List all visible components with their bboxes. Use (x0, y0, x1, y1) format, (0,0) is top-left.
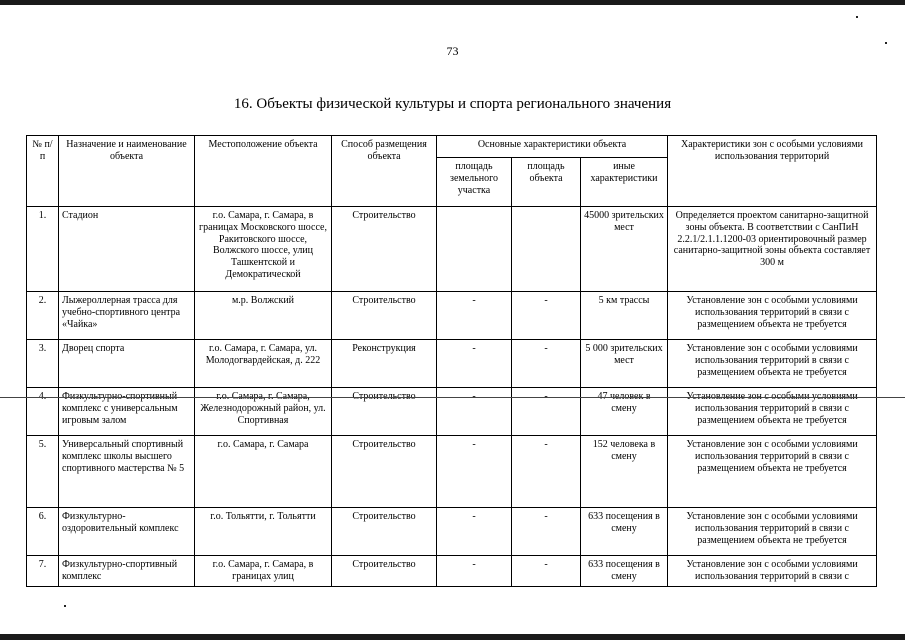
header-other: иные характеристики (581, 158, 668, 207)
cell-zones: Установление зон с особыми условиями использования территорий в связи с (668, 556, 877, 587)
cell-location: г.о. Самара, г. Самара (195, 436, 332, 508)
cell-location: г.о. Тольятти, г. Тольятти (195, 508, 332, 556)
scan-artifact-line (0, 397, 905, 398)
cell-area-object (512, 207, 581, 292)
cell-name: Универсальный спортивный комплекс школы высшего спортивного мастерства № 5 (59, 436, 195, 508)
cell-location: г.о. Самара, г. Самара, в границах Московского шоссе, Ракитовского шоссе, Волжского шоссе, улиц Ташкентской и Демократической (195, 207, 332, 292)
cell-area-land (437, 207, 512, 292)
cell-other: 5 000 зрительских мест (581, 340, 668, 388)
cell-name: Физкультурно-спортивный комплекс (59, 556, 195, 587)
cell-num: 1. (27, 207, 59, 292)
cell-area-land: - (437, 292, 512, 340)
header-area-land: площадь земельного участка (437, 158, 512, 207)
scan-speck (885, 42, 887, 44)
cell-area-object (512, 388, 581, 436)
cell-method: Строительство (332, 508, 437, 556)
scan-speck (856, 16, 858, 18)
cell-zones: Установление зон с особыми условиями использования территорий в связи с размещением объекта не требуется (668, 340, 877, 388)
cell-zones: Установление зон с особыми условиями использования территорий в связи с размещением объекта не требуется (668, 436, 877, 508)
cell-area-land: - (437, 508, 512, 556)
cell-num: 3. (27, 340, 59, 388)
cell-num: 2. (27, 292, 59, 340)
cell-location: Железнодорожный район, ул. Спортивная (195, 388, 332, 436)
cell-area-object: - (512, 340, 581, 388)
scan-speck (64, 605, 66, 607)
cell-location: г.о. Самара, г. Самара, в границах улиц (195, 556, 332, 587)
cell-zones: Определяется проектом санитарно-защитной зоны объекта. В соответствии с СанПиН 2.2.1/2.1.1.1200-03 ориентировочный размер санитарно-защитной зоны объекта составляет 300 м (668, 207, 877, 292)
page-number: 73 (446, 44, 459, 58)
scan-bottom-edge (0, 634, 905, 640)
header-method: Способ размещения объекта (332, 136, 437, 207)
header-name: Назначение и наименование объекта (59, 136, 195, 207)
cell-other: 152 человека в смену (581, 436, 668, 508)
table-row (27, 436, 877, 508)
header-area-object: площадь объекта (512, 158, 581, 207)
table-header (27, 136, 877, 207)
header-zones: Характеристики зон с особыми условиями использования территорий (668, 136, 877, 207)
cell-area-object: - (512, 292, 581, 340)
cell-num: 6. (27, 508, 59, 556)
cell-method (332, 388, 437, 436)
scan-top-edge (0, 0, 905, 5)
cell-area-land: - (437, 556, 512, 587)
table-row (27, 340, 877, 388)
objects-table (26, 135, 877, 587)
cell-area-object: - (512, 436, 581, 508)
cell-zones: использования территорий в связи с размещением объекта не требуется (668, 388, 877, 436)
cell-area-land: - (437, 436, 512, 508)
cell-num (27, 388, 59, 436)
cell-other: 5 км трассы (581, 292, 668, 340)
cell-zones: Установление зон с особыми условиями использования территорий в связи с размещением объекта не требуется (668, 292, 877, 340)
cell-other: 633 посещения в смену (581, 508, 668, 556)
cell-method: Строительство (332, 207, 437, 292)
cell-other: смену (581, 388, 668, 436)
header-location: Местоположение объекта (195, 136, 332, 207)
cell-area-object: - (512, 508, 581, 556)
cell-name: комплекс с универсальным игровым залом (59, 388, 195, 436)
cell-area-land: - (437, 340, 512, 388)
cell-name: Физкультурно-оздоровительный комплекс (59, 508, 195, 556)
cell-other: 45000 зрительских мест (581, 207, 668, 292)
header-main-characteristics: Основные характеристики объекта (437, 136, 668, 158)
cell-area-object: - (512, 556, 581, 587)
cell-method: Строительство (332, 436, 437, 508)
table-row (27, 556, 877, 587)
cell-num: 7. (27, 556, 59, 587)
cell-zones: Установление зон с особыми условиями использования территорий в связи с размещением объекта не требуется (668, 508, 877, 556)
cell-other: 633 посещения в смену (581, 556, 668, 587)
cell-area-land (437, 388, 512, 436)
cell-method: Реконструкция (332, 340, 437, 388)
cell-name: Стадион (59, 207, 195, 292)
table-row (27, 388, 877, 436)
cell-location: г.о. Самара, г. Самара, ул. Молодогвардейская, д. 222 (195, 340, 332, 388)
cell-name: Лыжероллерная трасса для учебно-спортивного центра «Чайка» (59, 292, 195, 340)
table-row (27, 292, 877, 340)
header-num: № п/п (27, 136, 59, 207)
cell-method: Строительство (332, 292, 437, 340)
table-row (27, 207, 877, 292)
cell-name: Дворец спорта (59, 340, 195, 388)
cell-method: Строительство (332, 556, 437, 587)
page-title: 16. Объекты физической культуры и спорта регионального значения (233, 96, 672, 112)
cell-location: м.р. Волжский (195, 292, 332, 340)
cell-num: 5. (27, 436, 59, 508)
table-row (27, 508, 877, 556)
